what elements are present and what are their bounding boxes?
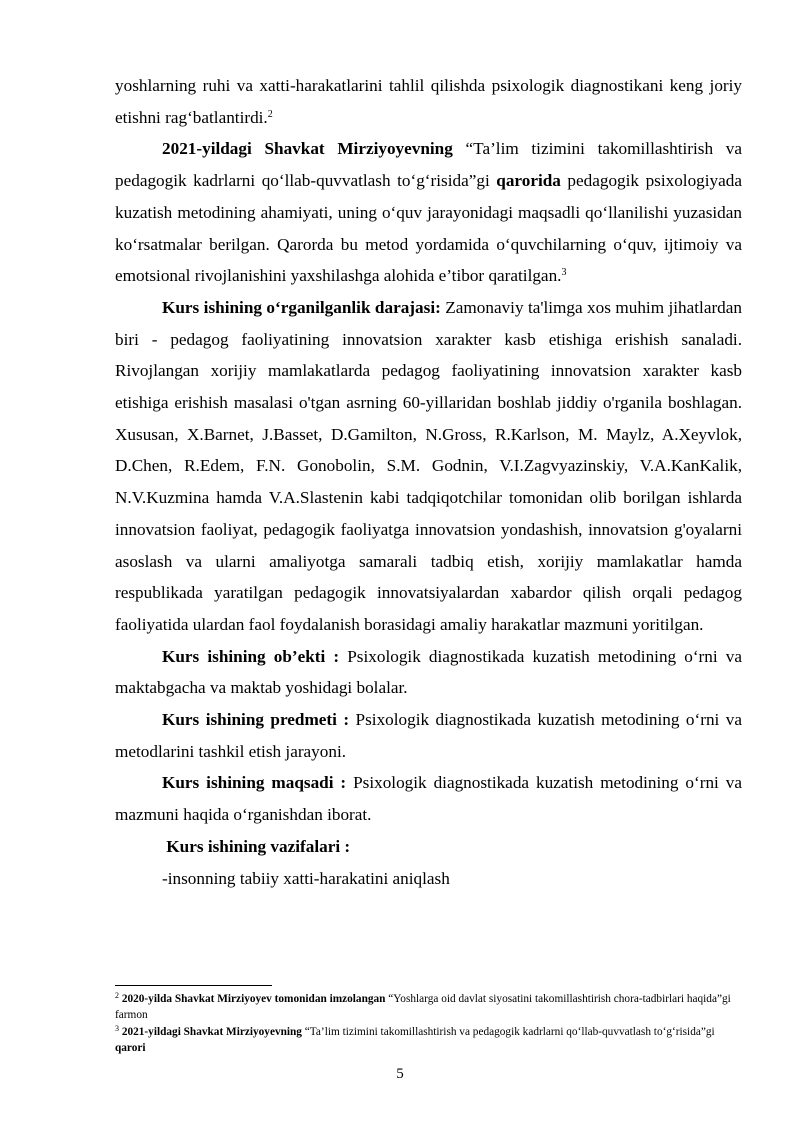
paragraph-tasks-heading <box>115 831 742 863</box>
object-heading: Kurs ishining ob’ekti : <box>162 646 340 666</box>
study-degree-heading: Kurs ishining o‘rganilganlik darajasi: <box>162 297 441 317</box>
tasks-heading: Kurs ishining vazifalari : <box>162 836 351 856</box>
paragraph-object: Kurs ishining ob’ekti : Psixologik diagnostikada kuzatish metodining o‘rni va maktabgacha va maktab yoshidagi bolalar. <box>115 646 742 698</box>
paragraph-study-degree: Kurs ishining o‘rganilganlik darajasi: Zamonaviy ta'limga xos muhim jihatlardan biri - pedagog faoliyatining innovatsion xarakter kasb etishiga erishish sanaladi. Rivojlangan xorijiy mamlakatlarda pedagog faoliyatining innovatsion xarakter kasb etishiga erishish masalasi o'tgan asrning 60-yillaridan boshlab jiddiy o'rganila boshlagan. Xususan, X.Barnet, J.Basset, D.Gamilton, N.Gross, R.Karlson, M. Maylz, A.Xeyvlok, D.Chen, R.Edem, F.N. Gonobolin, S.M. Godnin, V.I.Zagvyazinskiy, V.A.KanKalik, N.V.Kuzmina hamda V.A.Slastenin kabi tadqiqotchilar tomonidan olib borilgan ishlarda innovatsion faoliyat, pedagogik faoliyatga innovatsion yondashish, innovatsion g'oyalarni asoslash va ularni amaliyotga samarali tadbiq etish, xorijiy mamlakatlar hamda respublikada yaratilgan pedagogik innovatsiyalardan xabardor qilish orqali pedagog faoliyatida ulardan faol foydalanish borasidagi amaliy harakatlar mazmuni yoritilgan. <box>115 297 742 634</box>
page-number: 5 <box>396 1066 404 1082</box>
paragraph-decree-2021: 2021-yildagi Shavkat Mirziyoyevning “Ta’lim tizimini takomillashtirish va pedagogik kadrlarni qo‘llab-quvvatlash to‘g‘risida”gi qarorida pedagogik psixologiyada kuzatish metodining ahamiyati, uning o‘quv jarayonidagi maqsadli qo‘llanilishi yuzasidan ko‘rsatmalar berilgan. Qarorda bu metod yordamida o‘quvchilarning o‘quv, ijtimoiy va emotsional rivojlanishini yaxshilashga alohida e’tibor qaratilgan.$^3$ <box>115 139 743 286</box>
footnote-number: 2 <box>115 991 119 1000</box>
paragraph-task-1: -insonning tabiiy xatti-harakatini aniqlash <box>162 868 450 888</box>
footnote-ref-3[interactable]: 3 <box>561 267 567 279</box>
decree-author-bold: 2021-yildagi Shavkat Mirziyoyevning <box>162 139 453 159</box>
footnote-ref-2[interactable]: 2 <box>267 108 273 120</box>
subject-heading: Kurs ishining predmeti : <box>162 710 350 730</box>
footnote-2: $^2$ 2020-yilda Shavkat Mirziyoyev tomonidan imzolangan “Yoshlarga oid davlat siyosatini takomillashtirish chora-tadbirlari haqida”gi farmon <box>115 991 731 1022</box>
goal-heading: Kurs ishining maqsadi : <box>162 773 347 793</box>
paragraph-goal: Kurs ishining maqsadi : Psixologik diagnostikada kuzatish metodining o‘rni va mazmuni haqida o‘rganishdan iborat. <box>115 773 742 825</box>
paragraph-intro-continuation: yoshlarning ruhi va xatti-harakatlarini tahlil qilishda psixologik diagnostikani keng joriy etishni rag‘batlantirdi.$^2$ <box>115 76 742 127</box>
footnote-number: 3 <box>115 1023 119 1033</box>
footnotes <box>115 991 742 1056</box>
decree-bold: qarorida <box>496 171 561 191</box>
footnote-separator <box>115 985 272 986</box>
page-body <box>115 70 742 894</box>
paragraph-subject: Kurs ishining predmeti : Psixologik diagnostikada kuzatish metodining o‘rni va metodlarini tashkil etish jarayoni. <box>115 710 742 761</box>
footnote-3: $^3$ 2021-yildagi Shavkat Mirziyoyevning “Ta’lim tizimini takomillashtirish va pedagogik kadrlarni qo‘llab-quvvatlash to‘g‘risida”gi qarori <box>115 1023 715 1054</box>
